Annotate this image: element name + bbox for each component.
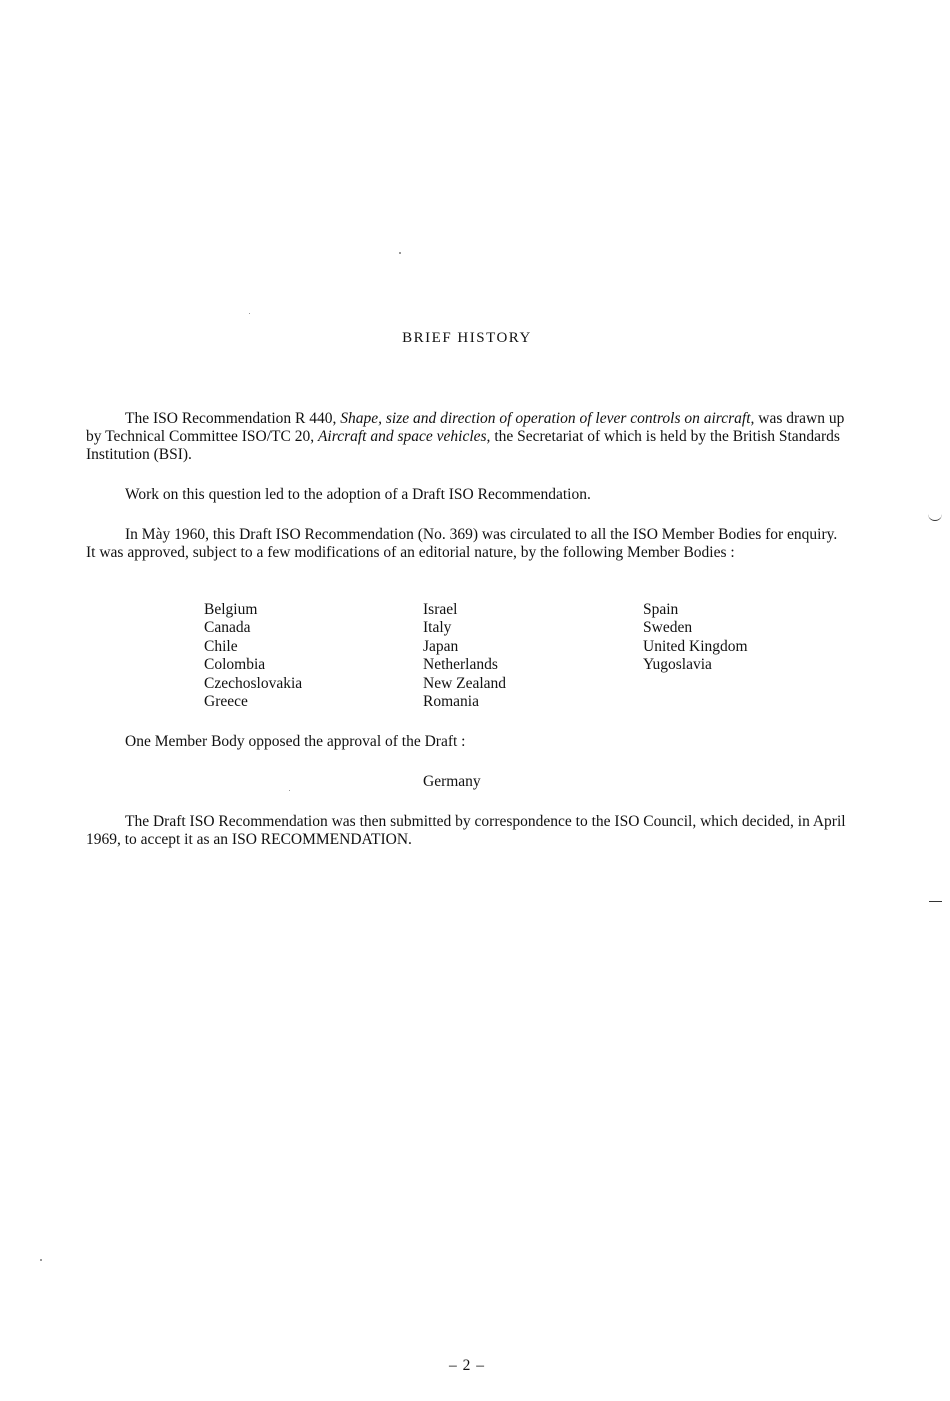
member-body: United Kingdom [643, 637, 748, 655]
para1-mid: was drawn up by Technical Committee ISO/TC 20, [86, 410, 845, 445]
member-bodies-column-3 [643, 601, 748, 675]
member-body: Romania [423, 692, 479, 710]
member-body: Italy [423, 619, 452, 637]
member-body: Israel [423, 601, 458, 618]
para1-lead: The ISO Recommendation R 440, [125, 410, 341, 427]
scan-edge-mark [929, 901, 942, 902]
paragraph-draft-adoption: Work on this question led to the adoption of a Draft ISO Recommendation. [125, 486, 591, 503]
member-body: Canada [204, 619, 251, 637]
member-body: Colombia [204, 656, 266, 674]
scan-speck [249, 313, 250, 314]
committee-name: Aircraft and space vehicles, [317, 428, 491, 445]
member-body: Yugoslavia [643, 656, 712, 674]
paragraph-circulation: In Mày 1960, this Draft ISO Recommendation (No. 369) was circulated to all the ISO Member Bodies for enquiry. It was approved, subject to a few modifications of an editorial nature, by the following Member Bodies : [86, 526, 838, 561]
member-body: Sweden [643, 619, 693, 637]
paragraph-acceptance: The Draft ISO Recommendation was then submitted by correspondence to the ISO Council, which decided, in April 1969, to accept it as an ISO RECOMMENDATION. [86, 813, 846, 848]
member-body: Netherlands [423, 656, 498, 674]
scan-speck [40, 1259, 42, 1261]
section-title: BRIEF HISTORY [402, 330, 532, 346]
paragraph-origin [86, 410, 846, 464]
member-body: Chile [204, 637, 238, 655]
scan-speck [399, 252, 401, 254]
member-body: Greece [204, 692, 248, 710]
page-number: – 2 – [449, 1357, 485, 1374]
recommendation-title: Shape, size and direction of operation of lever controls on aircraft, [340, 410, 755, 427]
paragraph-opposition: One Member Body opposed the approval of the Draft : [125, 733, 466, 750]
opposing-member-body: Germany [423, 773, 481, 790]
member-body: New Zealand [423, 674, 507, 692]
para1-tail: the Secretariat of which is held by the British Standards Institution (BSI). [86, 428, 840, 463]
member-bodies-column-1 [204, 601, 302, 711]
scan-speck [289, 790, 290, 791]
member-bodies-column-2 [423, 601, 506, 711]
member-body: Belgium [204, 601, 258, 618]
scan-edge-mark [928, 514, 942, 521]
member-body: Japan [423, 637, 459, 655]
member-body: Czechoslovakia [204, 674, 303, 692]
member-body: Spain [643, 601, 679, 618]
